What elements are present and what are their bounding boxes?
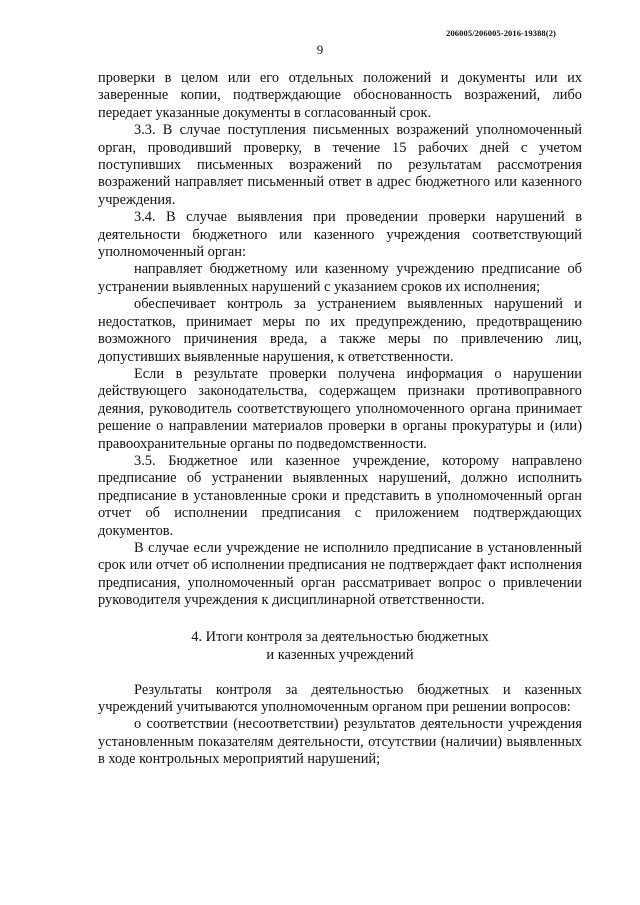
paragraph-3-4: 3.4. В случае выявления при проведении проверки нарушений в деятельности бюджетного или казенного учреждения соответствующий уполномоченный орган:: [98, 209, 582, 261]
paragraph-3-3: 3.3. В случае поступления письменных возражений уполномоченный орган, проводивший проверку, в течение 15 рабочих дней с учетом поступивших письменных возражений по результатам рассмотрения возражений направляет письменный ответ в адрес бюджетного или казенного учреждения.: [98, 122, 582, 208]
section-heading-line-2: и казенных учреждений: [266, 646, 414, 663]
section-heading-line-1: 4. Итоги контроля за деятельностью бюджетных: [191, 628, 489, 645]
paragraph-not-executed: В случае если учреждение не исполнило предписание в установленный срок или отчет об исполнении предписания не подтверждает факт исполнения предписания, уполномоченный орган рассматривает вопрос о привлечении руководителя учреждения к дисциплинарной ответственности.: [98, 539, 582, 609]
paragraph-continuation: проверки в целом или его отдельных положений и документы или их заверенные копии, подтверждающие обоснованность возражений, либо передает указанные документы в согласованный срок.: [98, 70, 582, 121]
paragraph-results: Результаты контроля за деятельностью бюджетных и казенных учреждений учитываются уполномоченным органом при решении вопросов:: [98, 681, 582, 715]
paragraph-ensures-control: обеспечивает контроль за устранением выявленных нарушений и недостатков, принимает меры по их предупреждению, предотвращению возможного причинения вреда, а также меры по привлечению лиц, допустивших выявленные нарушения, к ответственности.: [98, 296, 582, 365]
document-id: 206005/206005-2016-19388(2): [446, 28, 556, 38]
paragraph-violation-info: Если в результате проверки получена информация о нарушении действующего законодательства, содержащем признаки противоправного деяния, руководитель соответствующего уполномоченного органа принимает решение о направлении материалов проверки в органы прокуратуры и (или) правоохранительные органы по подведомственности.: [98, 365, 582, 452]
paragraph-directs-prescription: направляет бюджетному или казенному учреждению предписание об устранении выявленных нарушений с указанием сроков их исполнения;: [98, 261, 582, 295]
page-number: 9: [316, 42, 324, 57]
paragraph-3-5: 3.5. Бюджетное или казенное учреждение, которому направлено предписание об устранении выявленных нарушений, должно исполнить предписание в установленные сроки и представить в уполномоченный орган отчет об исполнении предписания с приложением подтверждающих документов.: [98, 452, 582, 539]
paragraph-compliance: о соответствии (несоответствии) результатов деятельности учреждения установленным показателям деятельности, отсутствии (наличии) выявленных в ходе контрольных мероприятий нарушений;: [98, 716, 582, 768]
section-heading: [98, 628, 582, 664]
document-body: [98, 70, 582, 769]
